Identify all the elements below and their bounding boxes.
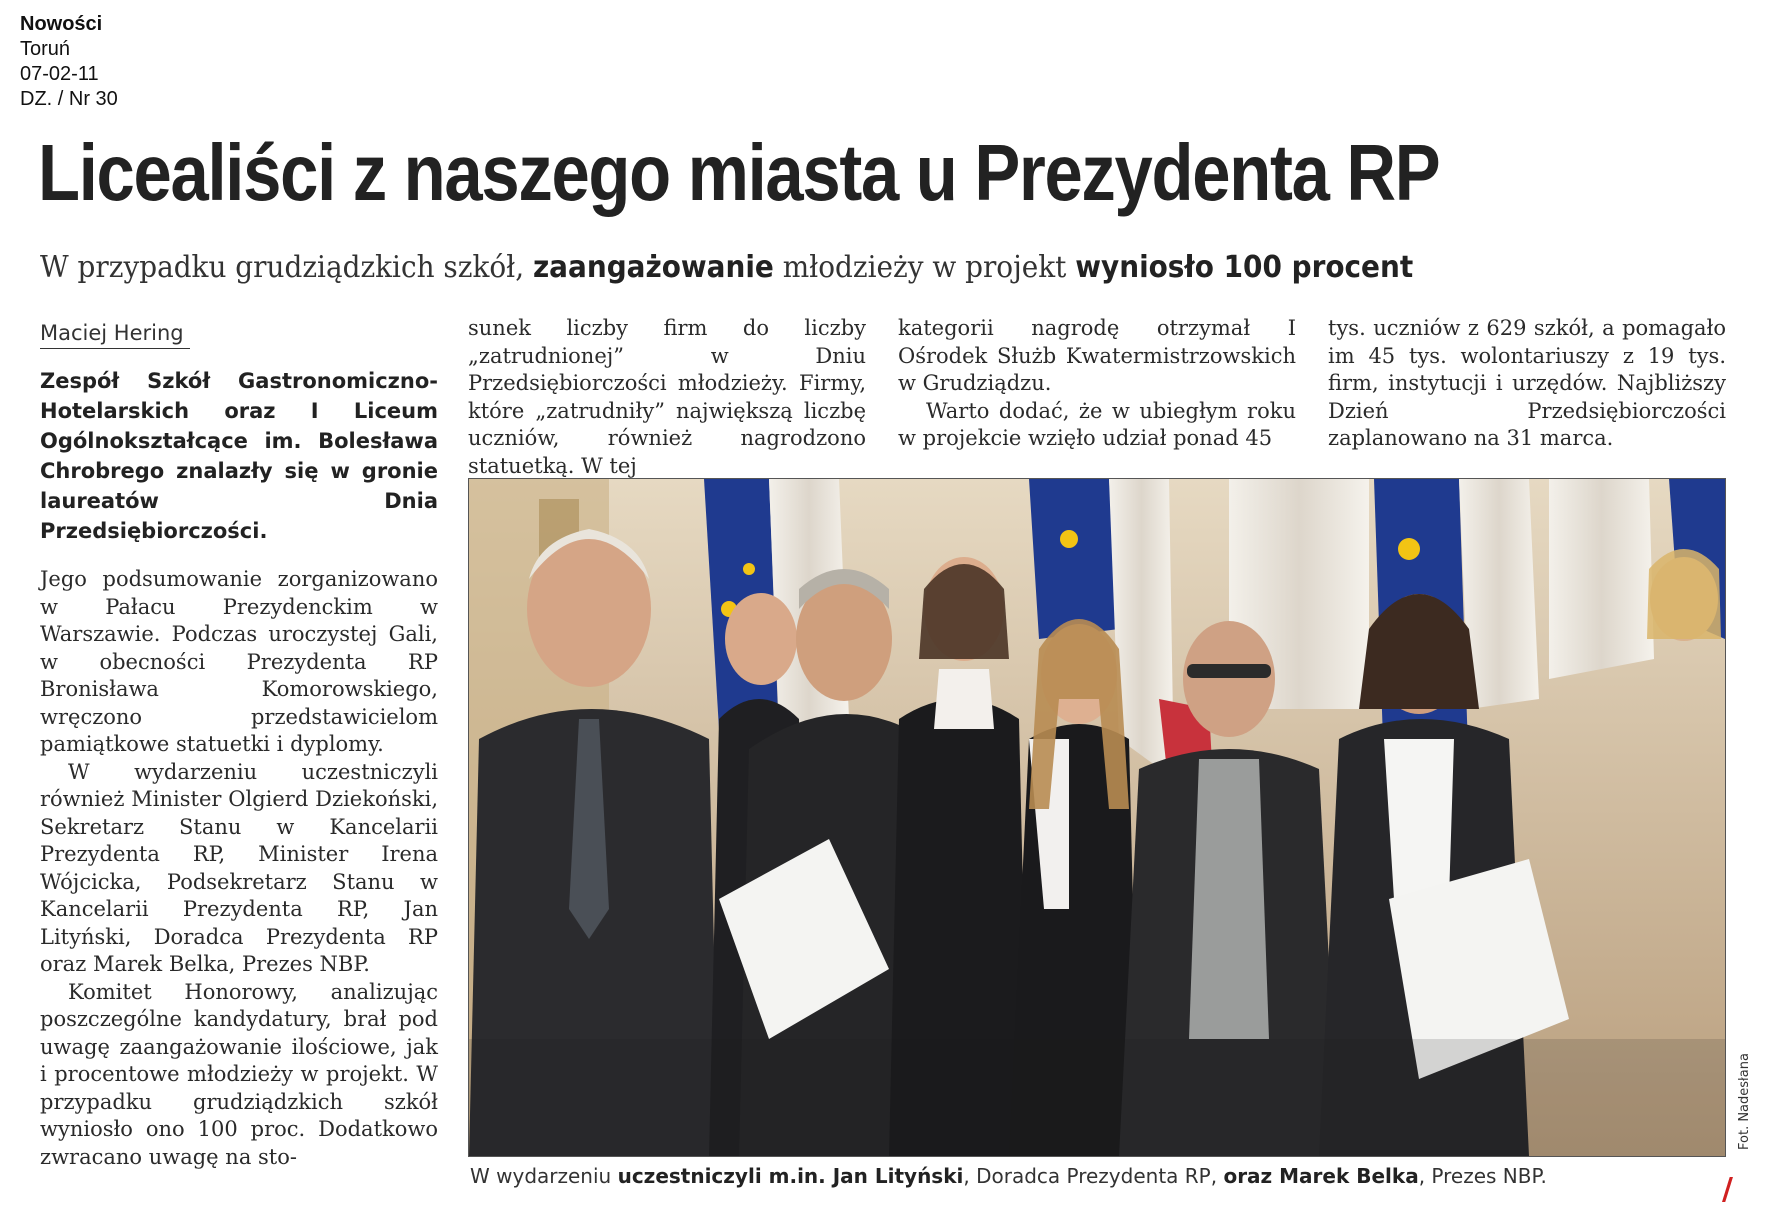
- body-paragraph: kategorii nagrodę otrzymał I Ośrodek Służb Kwatermistrzowskich w Grudziądzu.: [898, 316, 1296, 395]
- body-column-4: [1328, 315, 1726, 453]
- clipping-metadata: [20, 12, 118, 112]
- photo-caption: [470, 1162, 1547, 1190]
- end-mark: /: [1722, 1172, 1733, 1207]
- eu-flag-center: [1029, 479, 1119, 639]
- body-paragraph: tys. uczniów z 629 szkół, a pomagało im 45 tys. wolontariuszy z 19 tys. firm, instytucji i urzędów. Najbliższy Dzień Przedsiębiorczości zaplanowano na 31 marca.: [1328, 316, 1726, 450]
- caption-text: , Doradca Prezydenta RP,: [963, 1164, 1224, 1188]
- source-city: Toruń: [20, 38, 71, 60]
- body-paragraph: Jego podsumowanie zorganizowano w Pałacu Prezydenckim w Warszawie. Podczas uroczystej Gali, w obecności Prezydenta RP Bronisława Komorowskiego, wręczono przedstawicielom pamiątkowe statuetki i dyplomy.: [40, 567, 438, 756]
- lead-paragraph: Zespół Szkół Gastronomiczno-Hotelarskich oraz I Liceum Ogólnokształcące im. Bolesława Chrobrego znalazły się w gronie laureatów Dnia Przedsiębiorczości.: [40, 369, 438, 543]
- caption-bold: oraz Marek Belka: [1223, 1164, 1419, 1188]
- source-issue: DZ. / Nr 30: [20, 88, 118, 110]
- body-paragraph: W wydarzeniu uczestniczyli również Minister Olgierd Dziekoński, Sekretarz Stanu w Kancelarii Prezydenta RP, Minister Irena Wójcicka, Podsekretarz Stanu w Kancelarii Prezydenta RP, Jan Lityński, Doradca Prezydenta RP oraz Marek Belka, Prezes NBP.: [40, 759, 438, 976]
- body-column-2: [468, 315, 866, 480]
- subhead-bold-1: zaangażowanie: [532, 250, 774, 285]
- body-paragraph: sunek liczby firm do liczby „zatrudnionej” w Dniu Przedsiębiorczości młodzieży. Firmy, które „zatrudniły” największą liczbę uczniów, również nagrodzono statuetką. W tej: [468, 316, 866, 478]
- body-paragraph: Warto dodać, że w ubiegłym roku w projekcie wzięło udział ponad 45: [898, 398, 1296, 450]
- caption-text: W wydarzeniu: [470, 1164, 618, 1188]
- caption-bold: uczestniczyli m.in. Jan Lityński: [617, 1164, 964, 1188]
- subhead-bold-2: wyniosło 100 procent: [1075, 250, 1414, 285]
- caption-text: , Prezes NBP.: [1418, 1164, 1547, 1188]
- body-column-3: [898, 315, 1296, 453]
- source-name: Nowości: [20, 13, 103, 35]
- subhead-text-1: W przypadku grudziądzkich szkół,: [40, 250, 533, 285]
- group-photo-illustration: [469, 479, 1725, 1156]
- headline: Licealiści z naszego miasta u Prezydenta RP: [38, 128, 1440, 217]
- subheadline: [40, 248, 1413, 288]
- byline: Maciej Hering: [40, 318, 190, 349]
- group-photo: [468, 478, 1726, 1157]
- source-date: 07-02-11: [20, 63, 99, 85]
- body-paragraph: Komitet Honorowy, analizując poszczególne kandydatury, brał pod uwagę zaangażowanie ilościowe, jak i procentowe młodzieży w projekt. W przypadku grudziądzkich szkół wyniosło ono 100 proc. Dodatkowo zwracano uwagę na sto-: [40, 979, 438, 1169]
- subhead-text-2: młodzieży w projekt: [773, 250, 1076, 285]
- body-column-1: [40, 566, 438, 1171]
- person-far-right: [1647, 549, 1721, 641]
- photo-credit: Fot. Nadesłana: [1737, 1053, 1752, 1150]
